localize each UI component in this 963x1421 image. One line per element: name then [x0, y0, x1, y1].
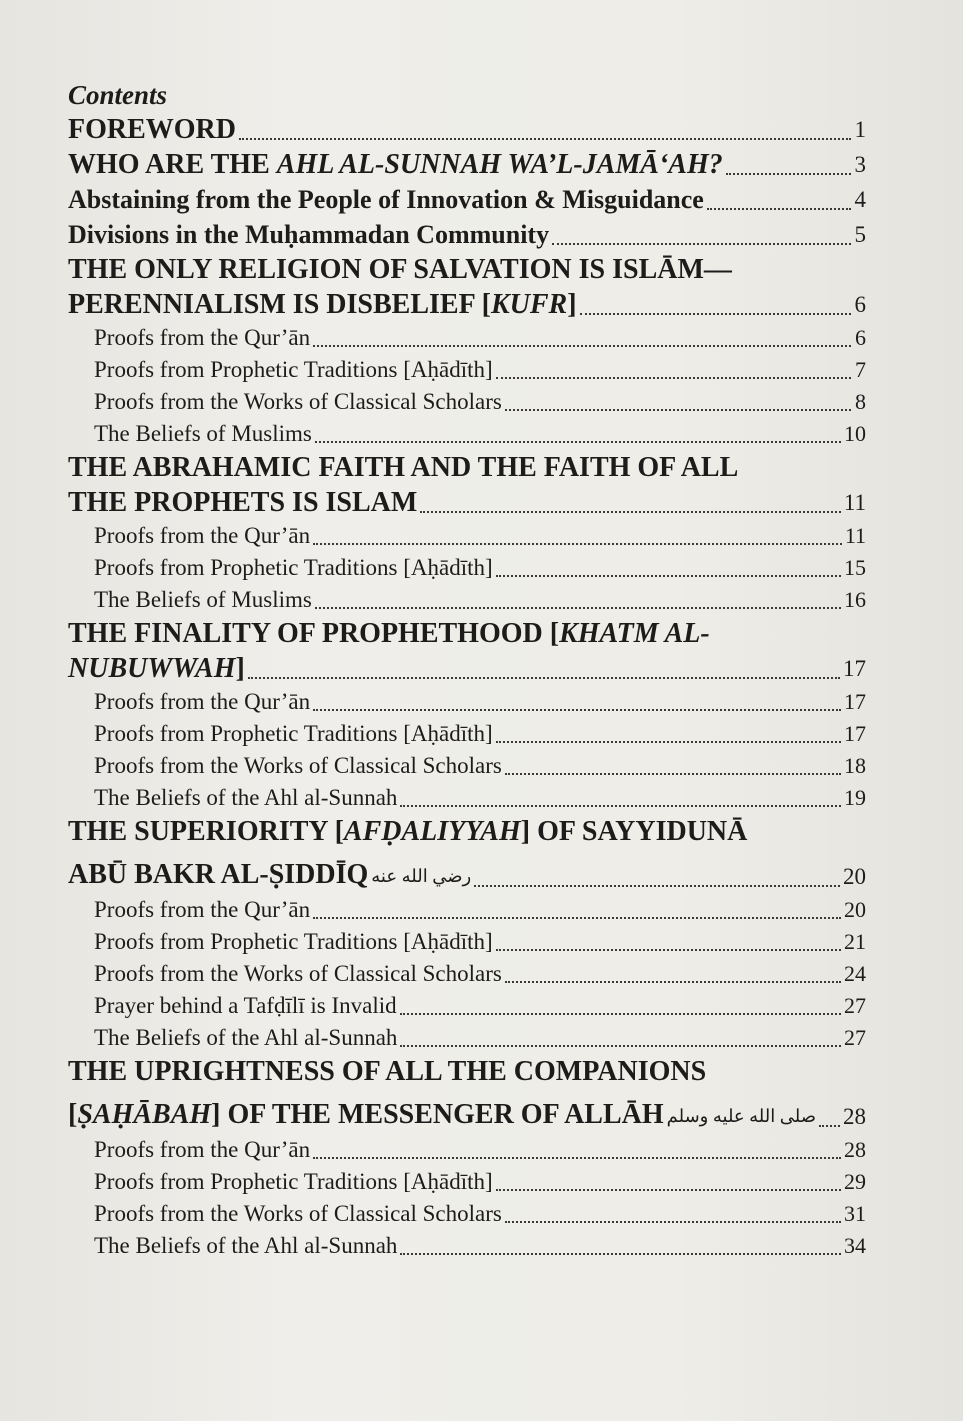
toc-entry-superiority-line1[interactable]: THE SUPERIORITY [AFḌALIYYAH] OF SAYYIDUNĀ [68, 816, 748, 847]
toc-subentry[interactable] [68, 386, 866, 418]
page-number: 5 [854, 222, 866, 247]
subentry-title: Proofs from the Works of Classical Scholars [94, 1201, 502, 1226]
honorific-glyph: رضي الله عنه [371, 866, 472, 886]
dot-leader [315, 441, 841, 443]
dot-leader [726, 173, 851, 175]
page-number: 27 [844, 1025, 866, 1050]
page-number: 24 [844, 961, 866, 986]
dot-leader [313, 1157, 841, 1159]
dot-leader [474, 885, 840, 887]
page-number: 28 [843, 1104, 866, 1129]
page-number: 17 [843, 656, 866, 681]
toc-entry-foreword[interactable] [68, 112, 866, 147]
subentry-title: Proofs from the Qur’ān [94, 1137, 311, 1162]
toc-subentry[interactable] [68, 322, 866, 354]
subentry-title: Proofs from the Works of Classical Scholars [94, 389, 502, 414]
dot-leader [505, 1221, 841, 1223]
page-number: 34 [844, 1233, 866, 1258]
subentry-title: The Beliefs of Muslims [94, 587, 312, 612]
toc-subentry[interactable] [68, 958, 866, 990]
subentry-title: Proofs from Prophetic Traditions [Aḥādīth] [94, 555, 493, 580]
toc-subentry[interactable] [68, 584, 866, 616]
entry-title: [ṢAḤĀBAH] OF THE MESSENGER OF ALLĀH صلى الله عليه وسلم [68, 1097, 816, 1134]
page-number: 7 [855, 357, 866, 382]
table-of-contents [68, 78, 866, 1262]
dot-leader [580, 313, 851, 315]
toc-entry-uprightness-line1[interactable]: THE UPRIGHTNESS OF ALL THE COMPANIONS [68, 1056, 707, 1087]
subentry-title: Proofs from the Works of Classical Scholars [94, 753, 502, 778]
entry-title: Divisions in the Muḥammadan Community [68, 220, 550, 249]
page-number: 16 [844, 587, 866, 612]
dot-leader [505, 773, 841, 775]
dot-leader [496, 377, 851, 379]
dot-leader [505, 981, 841, 983]
toc-subentry[interactable] [68, 1198, 866, 1230]
dot-leader [239, 138, 851, 140]
dot-leader [315, 607, 841, 609]
dot-leader [248, 677, 840, 679]
page-number: 21 [844, 929, 866, 954]
entry-title: THE PROPHETS IS ISLAM [68, 487, 418, 518]
toc-entry-finality-line1[interactable]: THE FINALITY OF PROPHETHOOD [KHATM AL- [68, 618, 710, 649]
toc-subentry[interactable] [68, 782, 866, 814]
entry-title: PERENNIALISM IS DISBELIEF [KUFR] [68, 289, 577, 320]
subentry-title: The Beliefs of the Ahl al-Sunnah [94, 1233, 398, 1258]
toc-subentry[interactable] [68, 1022, 866, 1054]
dot-leader [496, 575, 841, 577]
dot-leader [819, 1125, 840, 1127]
entry-title: FOREWORD [68, 114, 236, 145]
page-number: 20 [844, 897, 866, 922]
toc-subentry[interactable] [68, 552, 866, 584]
toc-subentry[interactable] [68, 926, 866, 958]
dot-leader [400, 1013, 841, 1015]
dot-leader [400, 805, 841, 807]
subentry-title: Proofs from the Qur’ān [94, 523, 311, 548]
page-number: 3 [854, 152, 866, 177]
dot-leader [505, 409, 851, 411]
entry-title: ABŪ BAKR AL-ṢIDDĪQ رضي الله عنه [68, 857, 471, 894]
subentry-title: The Beliefs of the Ahl al-Sunnah [94, 785, 398, 810]
subentry-title: Proofs from Prophetic Traditions [Aḥādīth] [94, 721, 493, 746]
entry-title: Abstaining from the People of Innovation & Misguidance [68, 185, 704, 214]
dot-leader [420, 511, 841, 513]
page-number: 20 [843, 864, 866, 889]
subentry-title: Proofs from Prophetic Traditions [Aḥādīth] [94, 929, 493, 954]
subentry-title: The Beliefs of the Ahl al-Sunnah [94, 1025, 398, 1050]
page-number: 31 [844, 1201, 866, 1226]
subentry-title: Proofs from the Works of Classical Scholars [94, 961, 502, 986]
toc-entry-finality[interactable] [68, 651, 866, 686]
page-number: 17 [844, 721, 866, 746]
page-number: 29 [844, 1169, 866, 1194]
page-number: 10 [844, 421, 866, 446]
toc-entry-abstaining[interactable] [68, 182, 866, 217]
page-number: 1 [854, 117, 866, 142]
toc-subentry[interactable] [68, 894, 866, 926]
subentry-title: Proofs from the Qur’ān [94, 325, 311, 350]
page-number: 8 [855, 389, 866, 414]
page-number: 6 [855, 325, 866, 350]
subentry-title: Prayer behind a Tafḍīlī is Invalid [94, 993, 397, 1018]
dot-leader [496, 1189, 841, 1191]
page-number: 18 [844, 753, 866, 778]
page-number: 17 [844, 689, 866, 714]
toc-subentry[interactable] [68, 520, 866, 552]
subentry-title: The Beliefs of Muslims [94, 421, 312, 446]
subentry-title: Proofs from the Qur’ān [94, 689, 311, 714]
honorific-glyph: صلى الله عليه وسلم [666, 1106, 816, 1126]
subentry-title: Proofs from Prophetic Traditions [Aḥādīth] [94, 1169, 493, 1194]
toc-subentry[interactable] [68, 1166, 866, 1198]
dot-leader [496, 949, 841, 951]
toc-subentry[interactable] [68, 686, 866, 718]
toc-entry-only-religion-line1[interactable]: THE ONLY RELIGION OF SALVATION IS ISLĀM— [68, 254, 732, 285]
dot-leader [400, 1253, 841, 1255]
toc-subentry[interactable] [68, 990, 866, 1022]
toc-entry-abrahamic-line1[interactable]: THE ABRAHAMIC FAITH AND THE FAITH OF ALL [68, 452, 739, 483]
subentry-title: Proofs from the Qur’ān [94, 897, 311, 922]
toc-subentry[interactable] [68, 718, 866, 750]
page-number: 4 [854, 187, 866, 212]
dot-leader [313, 345, 851, 347]
toc-entry-only-religion[interactable] [68, 287, 866, 322]
page-number: 28 [844, 1137, 866, 1162]
page-number: 19 [844, 785, 866, 810]
toc-subentry[interactable] [68, 1230, 866, 1262]
dot-leader [313, 709, 841, 711]
toc-entry-abrahamic[interactable] [68, 485, 866, 520]
contents-heading: Contents [68, 80, 168, 110]
dot-leader [496, 741, 841, 743]
toc-entry-who-are[interactable] [68, 147, 866, 182]
dot-leader [313, 543, 842, 545]
toc-subentry[interactable] [68, 750, 866, 782]
toc-entry-divisions[interactable] [68, 217, 866, 252]
page-number: 6 [854, 292, 866, 317]
toc-subentry[interactable] [68, 1134, 866, 1166]
page-number: 27 [844, 993, 866, 1018]
dot-leader [400, 1045, 841, 1047]
page-number: 15 [844, 555, 866, 580]
dot-leader [552, 243, 851, 245]
dot-leader [707, 208, 851, 210]
toc-entry-superiority[interactable] [68, 856, 866, 894]
toc-subentry[interactable] [68, 354, 866, 386]
dot-leader [313, 917, 841, 919]
toc-subentry[interactable] [68, 418, 866, 450]
entry-title: WHO ARE THE AHL AL-SUNNAH WA’L-JAMĀ‘AH? [68, 149, 723, 180]
toc-entry-uprightness[interactable] [68, 1096, 866, 1134]
page-number: 11 [843, 490, 866, 515]
subentry-title: Proofs from Prophetic Traditions [Aḥādīth] [94, 357, 493, 382]
entry-title: NUBUWWAH] [68, 653, 245, 684]
page-number: 11 [844, 523, 866, 548]
